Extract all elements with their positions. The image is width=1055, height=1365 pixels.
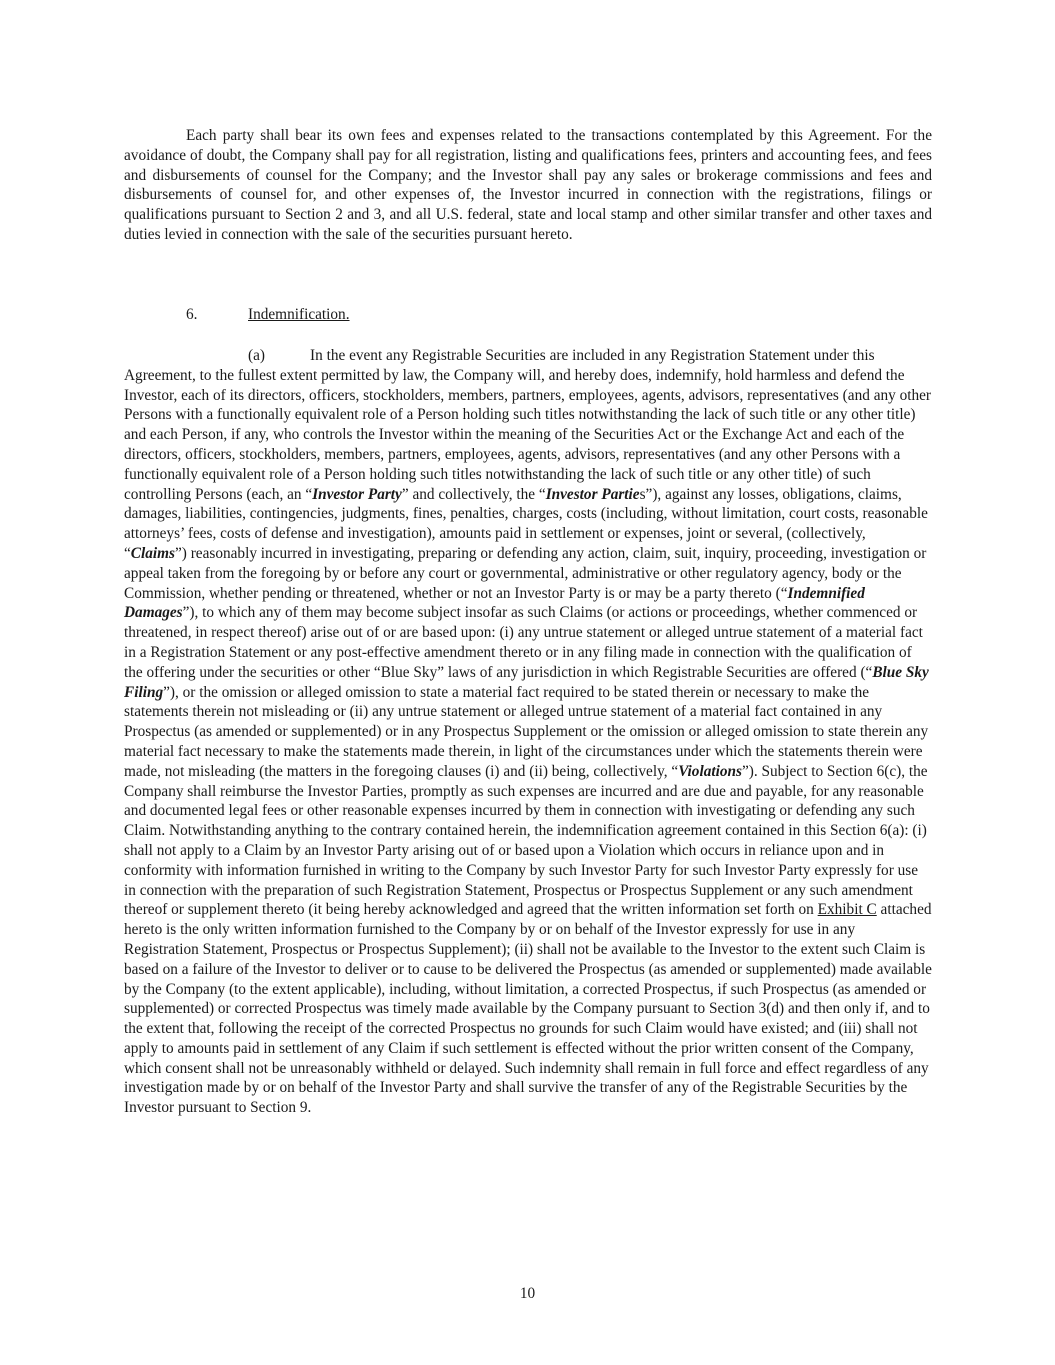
defined-term-investor-parties: Investor Partie [545,485,640,503]
fees-expenses-paragraph [124,126,932,245]
defined-term-blue-sky-filing: Blue Sky Filing [124,663,929,701]
section-number: 6. [186,306,198,323]
defined-term-investor-party: Investor Party [312,485,402,503]
clause-text: ”), to which any of them may become subject insofar as such Claims (or actions or proceedings, whether commenced or threatened, in respect thereof) arise out of or are based upon: (i) any untrue statement or alleged untrue statement of a material fact in a Registration Statement or any post-effective amendment thereto or in any filing made in connection with the qualification of the offering under the securities or other “Blue Sky” laws of any jurisdiction in which Registrable Securities are offered (“ [124,604,923,681]
clause-text: ”) reasonably incurred in investigating, preparing or defending any action, claim, suit, inquiry, proceeding, investigation or appeal taken from the foregoing by or before any court or governmental, administrative or other regulatory agency, body or the Commission, whether pending or threatened, whether or not an Investor Party is or may be a party thereto (“ [124,544,927,602]
clause-text: ” and collectively, the “ [401,485,546,503]
page-number: 10 [519,1285,536,1302]
section-title: Indemnification. [248,306,350,323]
section-heading [186,305,350,325]
defined-term-indemnified-damages: Indemnified Damages [124,584,865,622]
fees-expenses-text: Each party shall bear its own fees and expenses related to the transactions contemplated by this Agreement. For the avoidance of doubt, the Company shall pay for all registration, listing and qualifications fees, printers and accounting fees, and fees and disbursements of counsel for the Company; and the Investor shall pay any sales or brokerage commissions and fees and disbursements of counsel for, and other expenses of, the Investor incurred in connection with the registrations, filings or qualifications pursuant to Section 2 and 3, and all U.S. federal, state and local stamp and other similar transfer and other taxes and duties levied in connection with the sale of the securities pursuant hereto. [124,127,932,243]
clause-a-paragraph [124,346,932,1118]
clause-text: ”), or the omission or alleged omission to state a material fact required to be stated therein or necessary to make the statements therein not misleading or (ii) any untrue statement or alleged untrue statement of a material fact contained in any Prospectus (as amended or supplemented) or in any Prospectus Supplement or the omission or alleged omission to state therein any material fact necessary to make the statements made therein, in light of the circumstances under which the statements therein were made, not misleading (the matters in the foregoing clauses (i) and (ii) being, collectively, “ [124,683,929,780]
exhibit-reference: Exhibit C [817,901,877,919]
clause-text: s”), against any losses, obligations, claims, damages, liabilities, contingencies, judgments, fines, penalties, charges, costs (including, without limitation, court costs, reasonable attorneys’ fees, costs of defense and investigation), amounts paid in settlement or expenses, joint or several, (collectively, “ [124,485,928,562]
clause-text: In the event any Registrable Securities are included in any Registration Statement under this Agreement, to the fullest extent permitted by law, the Company will, and hereby does, indemnify, hold harmless and defend the Investor, each of its directors, officers, stockholders, members, partners, employees, agents, advisors, representatives (and any other Persons with a functionally equivalent role of a Person holding such titles notwithstanding the lack of such title or any other title) and each Person, if any, who controls the Investor within the meaning of the Securities Act or the Exchange Act and each of the directors, officers, stockholders, members, partners, employees, agents, advisors, representatives (and any other Persons with a functionally equivalent role of a Person holding such titles notwithstanding the lack of such title or any other title) of such controlling Persons (each, an “ [124,347,932,503]
defined-term-claims: Claims [130,544,175,562]
clause-label: (a) [248,347,265,364]
clause-text: attached hereto is the only written information furnished to the Company by or on behalf of the Investor expressly for use in any Registration Statement, Prospectus or Prospectus Supplement); (ii) shall not be available to the Investor to the extent such Claim is based on a failure of the Investor to deliver or to cause to be delivered the Prospectus (as amended or supplemented) made available by the Company (to the extent applicable), including, without limitation, a corrected Prospectus, if such Prospectus (as amended or supplemented) or corrected Prospectus was timely made available by the Company pursuant to Section 3(d) and then only if, and to the extent that, following the receipt of the corrected Prospectus no grounds for such Claim would have existed; and (iii) shall not apply to amounts paid in settlement of any Claim if such settlement is effected without the prior written consent of the Company, which consent shall not be unreasonably withheld or delayed. Such indemnity shall remain in full force and effect regardless of any investigation made by or on behalf of the Investor Party and shall survive the transfer of any of the Registrable Securities by the Investor pursuant to Section 9. [124,901,932,1117]
defined-term-violations: Violations [678,762,742,780]
clause-text: ”). Subject to Section 6(c), the Company shall reimburse the Investor Parties, promptly as such expenses are incurred and are due and payable, for any reasonable and documented legal fees or other reasonable expenses incurred by them in connection with investigating or defending any such Claim. Notwithstanding anything to the contrary contained herein, the indemnification agreement contained in this Section 6(a): (i) shall not apply to a Claim by an Investor Party arising out of or based upon a Violation which occurs in reliance upon and in conformity with information furnished in writing to the Company by such Investor Party for such Investor Party expressly for use in connection with the preparation of such Registration Statement, Prospectus or Prospectus Supplement or any such amendment thereof or supplement thereto (it being hereby acknowledged and agreed that the written information set forth on [124,762,928,919]
